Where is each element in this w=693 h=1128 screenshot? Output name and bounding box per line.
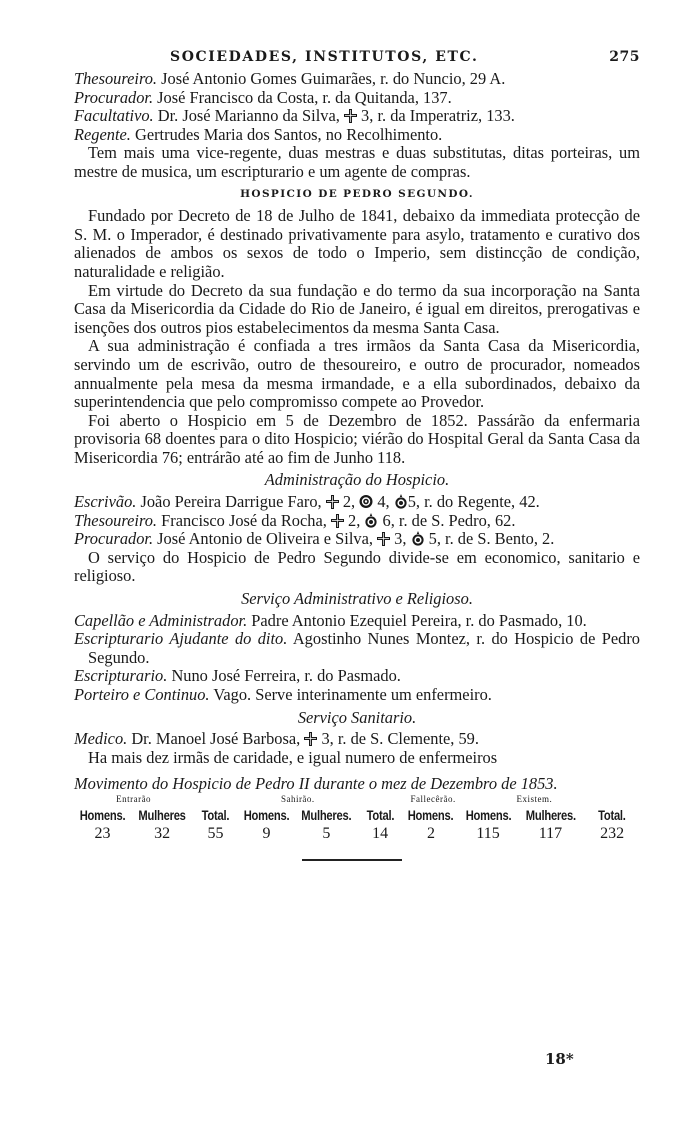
entry-escripturario <box>74 667 640 686</box>
entry-role: Thesoureiro. <box>74 510 158 530</box>
medal-icon <box>411 531 425 546</box>
entry-procurador-admin <box>74 530 640 549</box>
movement-table <box>74 794 640 843</box>
table-cell: 2 <box>427 824 435 842</box>
group-sahirao: Sahirão. <box>280 793 315 804</box>
table-cell: 32 <box>154 824 171 842</box>
entry-text: Dr. José Marianno da Silva, <box>153 106 344 126</box>
column-header: Total. <box>201 806 230 823</box>
column-header: Homens. <box>465 806 511 823</box>
service-sanitary-title: Serviço Sanitario. <box>297 707 417 727</box>
entry-regente <box>74 126 640 145</box>
entry-text: 2, <box>343 510 365 530</box>
paragraph-incorporation: Em virtude do Decreto da sua fundação e do termo da sua incorporação na Santa Casa da Misericordia da Cidade do Rio de Janeiro, é igual em direitos, prerogativas e isenções dos outros pios estabelecimentos da mesma Santa Casa. <box>74 280 640 337</box>
table-cell: 232 <box>600 824 625 842</box>
entry-text: Agostinho Nunes Montez, r. do Hospicio de Pedro Segundo. <box>88 629 640 667</box>
entry-procurador <box>74 89 640 108</box>
column-header: Homens. <box>243 806 290 823</box>
entry-role: Medico. <box>74 729 128 749</box>
entry-text: 4, <box>373 492 394 512</box>
column-header: Mulheres. <box>301 806 352 823</box>
section-title: HOSPICIO DE PEDRO SEGUNDO. <box>240 187 474 200</box>
running-head <box>170 48 640 70</box>
entry-role: Procurador. <box>74 87 154 107</box>
end-rule-divider <box>302 859 402 861</box>
entry-text: José Antonio de Oliveira e Silva, <box>153 529 378 549</box>
entry-text: 6, r. de S. Pedro, 62. <box>378 510 516 530</box>
cross-icon <box>326 495 339 509</box>
column-header: Homens. <box>79 806 126 823</box>
group-entrarao: Entrarão <box>116 793 152 804</box>
cross-icon <box>331 514 344 528</box>
entry-escrivao <box>74 493 640 512</box>
entry-text: José Antonio Gomes Guimarães, r. do Nuncio, 29 A. <box>157 69 506 88</box>
entry-porteiro <box>74 686 640 705</box>
table-cell: 14 <box>372 824 389 842</box>
page-number: 275 <box>609 49 640 65</box>
cross-icon <box>344 109 357 123</box>
entry-text: 3, <box>390 529 411 549</box>
movement-header-row <box>74 805 640 825</box>
paragraph-administration: A sua administração é confiada a tres irmãos da Santa Casa da Misericordia, servindo um de escrivão, outro de thesoureiro, e outro de procurador, nomeados annualmente pela mesa da mesma irmandade, e a ella subordinados, debaixo da superintendencia que pelo compromisso compete ao Provedor. <box>74 336 640 412</box>
entry-text: 5, r. do Regente, 42. <box>407 492 540 512</box>
entry-role: Escrivão. <box>74 492 137 512</box>
entry-text: Padre Antonio Ezequiel Pereira, r. do Pasmado, 10. <box>247 610 587 630</box>
entry-text: 3, r. de S. Clemente, 59. <box>317 729 479 749</box>
medal-icon <box>394 494 408 509</box>
entry-role: Procurador. <box>74 529 154 549</box>
entry-role: Facultativo. <box>74 106 154 126</box>
column-header: Mulheres. <box>525 806 576 823</box>
service-admin-title: Serviço Administrativo e Religioso. <box>241 589 473 609</box>
entry-text: Gertrudes Maria dos Santos, no Recolhimento. <box>130 124 443 144</box>
entry-text: Dr. Manoel José Barbosa, <box>127 729 305 749</box>
column-header: Mulheres <box>138 806 186 823</box>
cross-icon <box>377 532 390 546</box>
entry-role: Porteiro e Continuo. <box>74 685 210 704</box>
entry-text: Francisco José da Rocha, <box>157 510 331 530</box>
entry-role: Thesoureiro. <box>74 69 158 88</box>
entry-role: Escripturario Ajudante do dito. <box>74 629 288 649</box>
movement-title: Movimento do Hospicio de Pedro II durante o mez de Dezembro de 1853. <box>74 774 558 794</box>
column-header: Total. <box>366 806 394 823</box>
movement-group-row <box>74 794 640 805</box>
entry-text: Nuno José Ferreira, r. do Pasmado. <box>167 666 401 686</box>
entry-role: Capellão e Administrador. <box>74 610 248 630</box>
group-fallecerao: Fallecêrão. <box>410 793 456 804</box>
entry-thesoureiro <box>74 70 640 89</box>
column-header: Homens. <box>408 806 454 823</box>
cross-icon <box>304 732 317 746</box>
entry-facultativo <box>74 107 640 126</box>
table-cell: 5 <box>322 824 331 842</box>
entry-capellao <box>74 612 640 631</box>
entry-text: João Pereira Darrigue Faro, <box>136 492 326 512</box>
paragraph-nurses: Ha mais dez irmãs de caridade, e igual numero de enfermeiros <box>88 747 498 767</box>
table-cell: 115 <box>476 824 500 842</box>
signature-mark: 18* <box>545 1050 574 1068</box>
movement-values-row <box>74 825 640 843</box>
entry-text: 2, <box>338 492 360 512</box>
entry-text: José Francisco da Costa, r. da Quitanda, 137. <box>153 87 452 107</box>
table-cell: 9 <box>262 824 271 842</box>
paragraph-opening: Foi aberto o Hospicio em 5 de Dezembro de 1852. Passárão da enfermaria provisoria 68 doentes para o dito Hospicio; viérão do Hospital Geral da Santa Casa da Misericordia 76; entrárão até ao fim de Junho 118. <box>74 410 640 467</box>
running-head-title: SOCIEDADES, INSTITUTOS, ETC. <box>170 49 479 65</box>
entry-role: Regente. <box>74 124 131 144</box>
entry-text: 3, r. da Imperatriz, 133. <box>356 106 515 126</box>
medal-icon <box>364 513 378 528</box>
rosette-icon <box>359 494 373 509</box>
entry-text: Vago. Serve interinamente um enfermeiro. <box>209 685 492 704</box>
group-existem: Existem. <box>516 793 553 804</box>
table-cell: 23 <box>94 824 111 842</box>
administration-title: Administração do Hospicio. <box>264 470 450 490</box>
entry-medico <box>74 730 640 749</box>
paragraph-founding: Fundado por Decreto de 18 de Julho de 1841, debaixo da immediata protecção de S. M. o Imperador, é destinado privativamente para asylo, tratamento e curativo dos alienados de ambos os sexos de todo o Imperio, sem distincção de condição, naturalidade e religião. <box>74 206 640 281</box>
paragraph-service: O serviço do Hospicio de Pedro Segundo divide-se em economico, sanitario e religioso. <box>74 547 640 586</box>
entry-text: 5, r. de S. Bento, 2. <box>424 529 555 549</box>
entry-escripturario-ajudante <box>74 630 640 667</box>
paragraph-staff: Tem mais uma vice-regente, duas mestras e duas substitutas, ditas porteiras, um mestre de musica, um escripturario e um agente de compras. <box>74 143 640 181</box>
table-cell: 117 <box>538 824 563 842</box>
document-page <box>74 48 640 861</box>
entry-thesoureiro-admin <box>74 512 640 531</box>
column-header: Total. <box>598 806 626 823</box>
entry-role: Escripturario. <box>74 666 168 686</box>
table-cell: 55 <box>207 824 224 842</box>
